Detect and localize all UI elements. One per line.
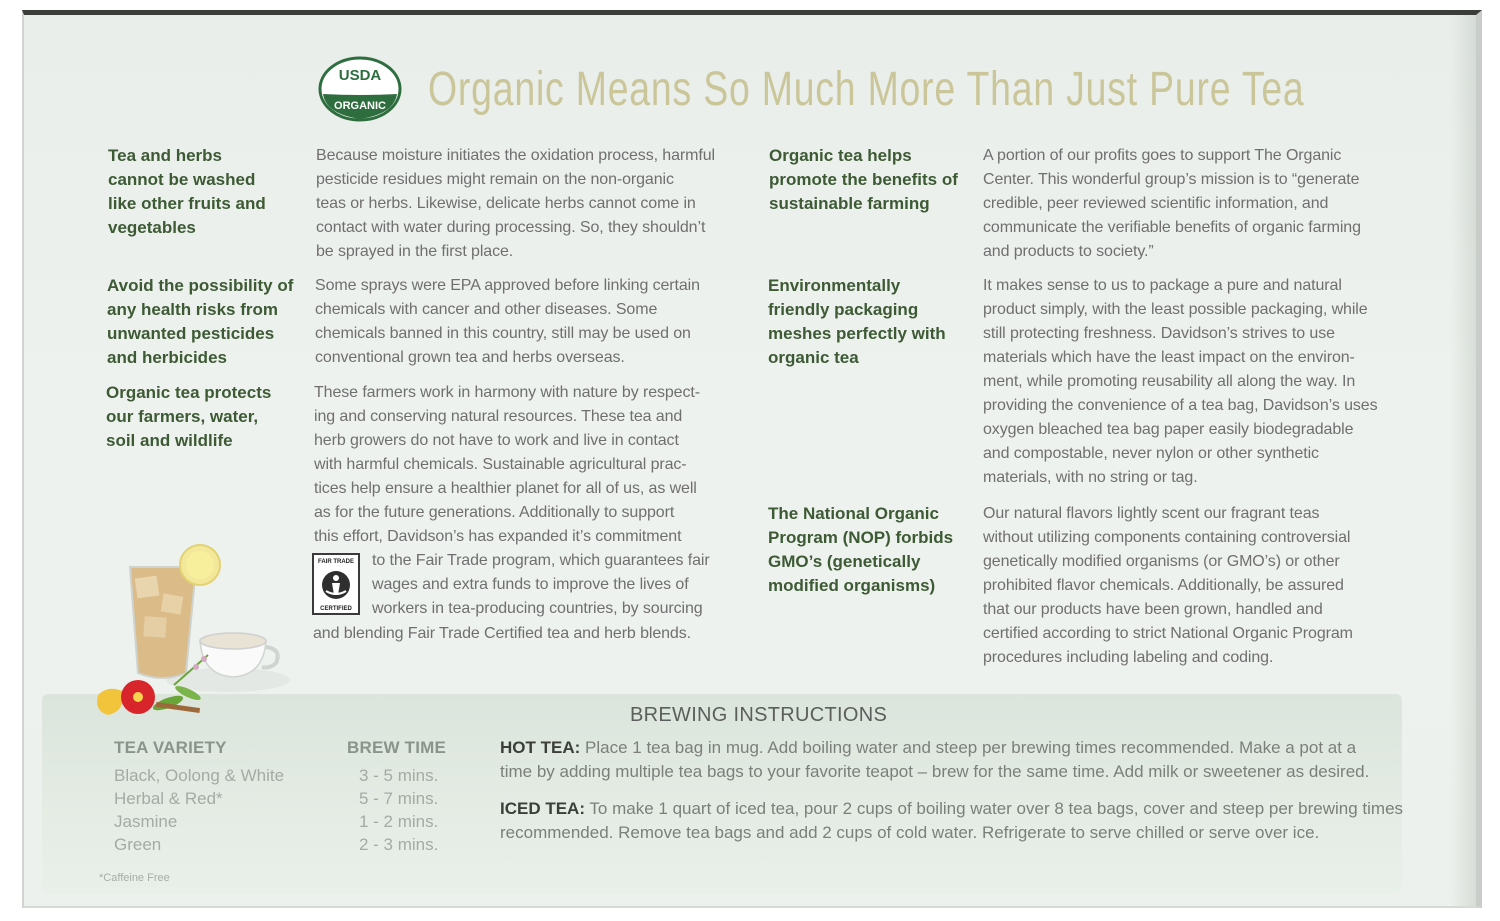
iced-tea-line-1 bbox=[500, 797, 1403, 821]
text-line: communicate the verifiable benefits of organic farming bbox=[983, 219, 1361, 236]
iced-tea-label: ICED TEA: bbox=[500, 799, 585, 818]
text-line: prohibited flavor chemicals. Additionally, be assured bbox=[983, 577, 1344, 594]
text-line: and compostable, never nylon or other synthetic bbox=[983, 445, 1319, 462]
body-nop bbox=[983, 502, 1353, 670]
text-line: A portion of our profits goes to support The Organic bbox=[983, 147, 1342, 164]
text-line: tices help ensure a healthier planet for all of us, as well bbox=[314, 480, 697, 497]
text-line: be sprayed in the first place. bbox=[316, 243, 514, 260]
brewing-instructions-title: BREWING INSTRUCTIONS bbox=[630, 704, 888, 726]
text-line: without utilizing components containing controversial bbox=[983, 529, 1351, 546]
text-line: that our products have been grown, handled and bbox=[983, 601, 1323, 618]
usda-organic-seal bbox=[318, 56, 402, 122]
hot-tea-line-1 bbox=[500, 736, 1369, 760]
heading-farmers: Organic tea protects our farmers, water, soil and wildlife bbox=[106, 383, 272, 450]
text-line: with harmful chemicals. Sustainable agricultural prac- bbox=[314, 456, 687, 473]
body-sustainable bbox=[983, 144, 1361, 264]
iced-tea-instructions bbox=[500, 797, 1403, 845]
text-line: genetically modified organisms (or GMO’s) or other bbox=[983, 553, 1340, 570]
text-line: contact with water during processing. So, they shouldn’t bbox=[316, 219, 706, 236]
text-line: oxygen bleached tea bag paper easily biodegradable bbox=[983, 421, 1354, 438]
fair-trade-bottom-text: CERTIFIED bbox=[320, 606, 352, 612]
text-line: and products to society.” bbox=[983, 243, 1154, 260]
fair-trade-top-text: FAIR TRADE bbox=[318, 559, 354, 565]
body-packaging bbox=[983, 274, 1377, 490]
iced-tea-text-1: To make 1 quart of iced tea, pour 2 cups of boiling water over 8 tea bags, cover and steep per brewing times bbox=[589, 799, 1404, 818]
body-farmers-last bbox=[313, 622, 691, 646]
heading-washed: Tea and herbs cannot be washed like other fruits and vegetables bbox=[108, 146, 266, 237]
text-line: Because moisture initiates the oxidation process, harmful bbox=[316, 147, 715, 164]
hot-tea-instructions bbox=[500, 736, 1369, 784]
body-health bbox=[315, 274, 700, 370]
heading-nop: The National Organic Program (NOP) forbids GMO’s (genetically modified organisms) bbox=[768, 504, 954, 595]
text-line: 1 - 2 mins. bbox=[359, 812, 439, 831]
text-line: Jasmine bbox=[114, 812, 178, 831]
heading-packaging: Environmentally friendly packaging meshes perfectly with organic tea bbox=[768, 276, 946, 367]
text-line: procedures including labeling and coding. bbox=[983, 649, 1274, 666]
text-line: These farmers work in harmony with nature by respect- bbox=[314, 384, 700, 401]
body-farmers bbox=[314, 381, 700, 549]
text-line: ing and conserving natural resources. These tea and bbox=[314, 408, 683, 425]
text-line: materials which have the least impact on the environ- bbox=[983, 349, 1355, 366]
text-line: ment, while promoting reusability all along the way. In bbox=[983, 373, 1356, 390]
text-line: product simply, with the least possible packaging, while bbox=[983, 301, 1368, 318]
text-line: still protecting freshness. Davidson’s strives to use bbox=[983, 325, 1335, 342]
text-line: It makes sense to us to package a pure and natural bbox=[983, 277, 1342, 294]
tea-variety-header: TEA VARIETY bbox=[114, 738, 227, 757]
text-line: Center. This wonderful group’s mission is to “generate bbox=[983, 171, 1360, 188]
iced-tea-text-2: recommended. Remove tea bags and add 2 cups of cold water. Refrigerate to serve chilled or serve over ice. bbox=[500, 823, 1320, 842]
text-line: to the Fair Trade program, which guarantees fair bbox=[372, 552, 710, 569]
text-line: 5 - 7 mins. bbox=[359, 789, 439, 808]
heading-health: Avoid the possibility of any health risks from unwanted pesticides and herbicides bbox=[107, 276, 294, 367]
text-line: materials, with no string or tag. bbox=[983, 469, 1198, 486]
body-line: and blending Fair Trade Certified tea and herb blends. bbox=[313, 625, 691, 642]
body-farmers-wrapped bbox=[372, 549, 710, 621]
text-line: Green bbox=[114, 835, 162, 854]
text-line: workers in tea-producing countries, by sourcing bbox=[372, 600, 703, 617]
fair-trade-certified-logo bbox=[312, 553, 360, 615]
hot-tea-text-1: Place 1 tea bag in mug. Add boiling water and steep per brewing times recommended. Make a pot at a bbox=[585, 738, 1357, 757]
text-line: as for the future generations. Additionally to support bbox=[314, 504, 675, 521]
text-line: certified according to strict National Organic Program bbox=[983, 625, 1353, 642]
hot-tea-text-2: time by adding multiple tea bags to your favorite teapot – brew for the same time. Add milk or sweetener as desired. bbox=[500, 762, 1370, 781]
text-line: Some sprays were EPA approved before linking certain bbox=[315, 277, 700, 294]
text-line: conventional grown tea and herbs overseas. bbox=[315, 349, 625, 366]
text-line: credible, peer reviewed scientific information, and bbox=[983, 195, 1329, 212]
box-edge-shadow bbox=[1450, 15, 1476, 906]
iced-tea-illustration bbox=[78, 535, 298, 730]
text-line: herb growers do not have to work and live in contact bbox=[314, 432, 679, 449]
text-line: 3 - 5 mins. bbox=[359, 766, 439, 785]
usda-seal-top-text: USDA bbox=[338, 67, 382, 84]
text-line: Our natural flavors lightly scent our fragrant teas bbox=[983, 505, 1320, 522]
text-line: teas or herbs. Likewise, delicate herbs cannot come in bbox=[316, 195, 696, 212]
text-line: chemicals with cancer and other diseases. Some bbox=[315, 301, 658, 318]
text-line: chemicals banned in this country, still may be used on bbox=[315, 325, 691, 342]
text-line: Black, Oolong & White bbox=[114, 766, 285, 785]
hot-tea-label: HOT TEA: bbox=[500, 738, 581, 757]
body-washed bbox=[316, 144, 715, 264]
tea-variety-list bbox=[114, 764, 284, 856]
caffeine-free-footnote: *Caffeine Free bbox=[99, 872, 170, 884]
heading-sustainable: Organic tea helps promote the benefits of sustainable farming bbox=[769, 146, 958, 213]
usda-seal-bottom-text: ORGANIC bbox=[334, 100, 386, 112]
text-line: this effort, Davidson’s has expanded it’s commitment bbox=[314, 528, 682, 545]
text-line: Herbal & Red* bbox=[114, 789, 223, 808]
text-line: pesticide residues might remain on the non-organic bbox=[316, 171, 674, 188]
brew-time-list bbox=[359, 764, 438, 856]
text-line: providing the convenience of a tea bag, Davidson’s uses bbox=[983, 397, 1378, 414]
brew-time-header: BREW TIME bbox=[347, 738, 447, 757]
text-line: 2 - 3 mins. bbox=[359, 835, 439, 854]
text-line: wages and extra funds to improve the lives of bbox=[372, 576, 689, 593]
headline: Organic Means So Much More Than Just Pure Tea bbox=[428, 63, 1305, 116]
